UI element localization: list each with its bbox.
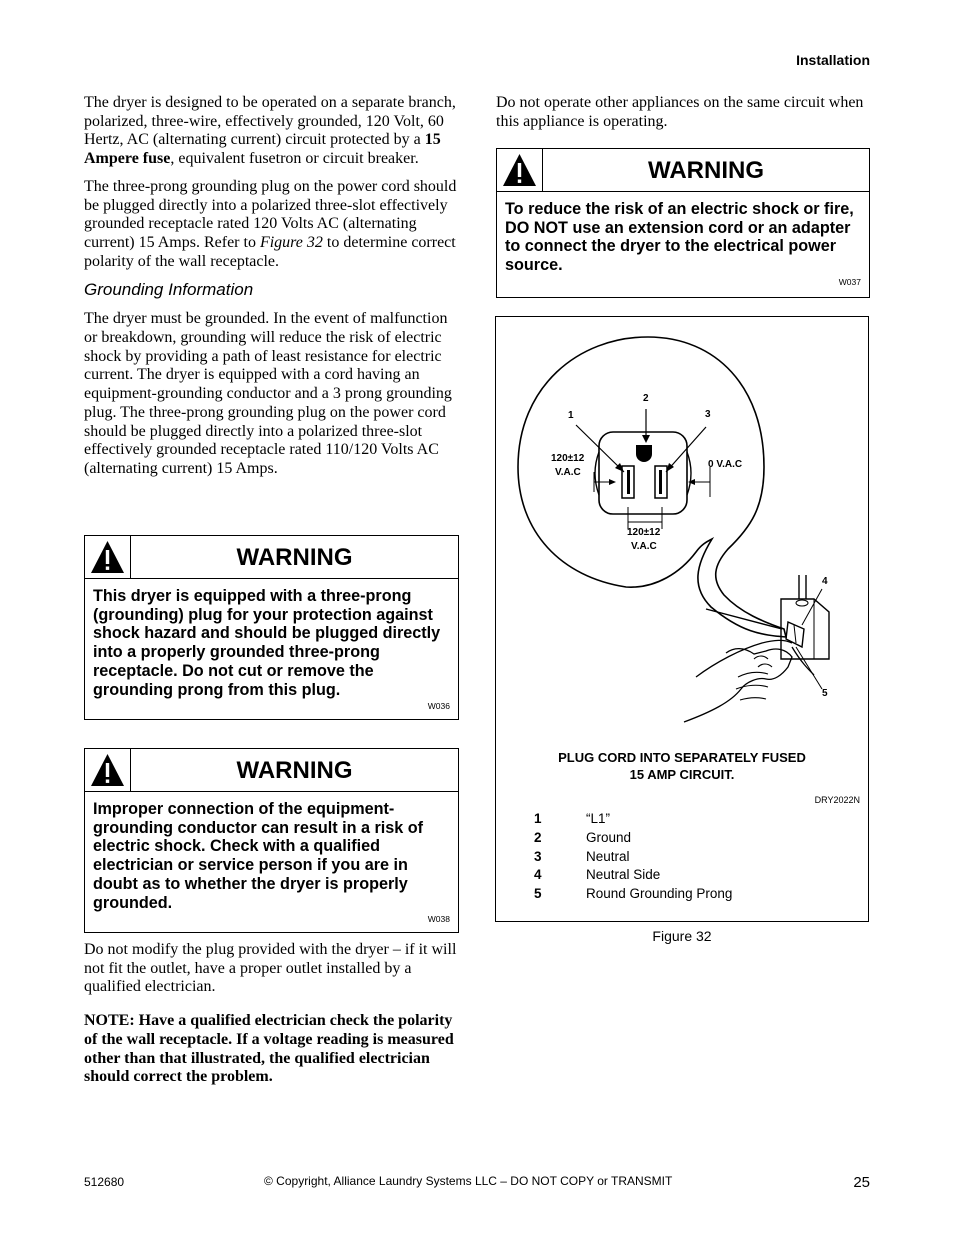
- warning-triangle-icon: [497, 149, 543, 191]
- callout-number-4: 4: [822, 576, 828, 587]
- legend-number: 5: [534, 886, 542, 901]
- section-header: Installation: [796, 52, 870, 68]
- warning-header: [85, 536, 458, 579]
- warning-header: [497, 149, 869, 192]
- warning-box-w036: [84, 535, 459, 720]
- legend-row: [534, 830, 631, 845]
- paragraph-do-not-modify-plug: Do not modify the plug provided with the dryer – if it will not fit the outlet, have a proper outlet installed by a qualified electrician.: [84, 941, 457, 996]
- voltage-left-unit: V.A.C: [555, 467, 581, 478]
- figure-32-box: [495, 316, 869, 922]
- warning-triangle-icon: [85, 749, 131, 791]
- figure-instruction-line-2: 15 AMP CIRCUIT.: [629, 767, 735, 782]
- callout-number-3: 3: [705, 409, 711, 420]
- legend-number: 4: [534, 867, 542, 882]
- legend-row: [534, 867, 660, 882]
- footer-document-number: 512680: [84, 1175, 125, 1189]
- paragraph-grounding-plug: [84, 178, 460, 272]
- warning-box-w037: [496, 148, 870, 298]
- warning-box-w038: [84, 748, 459, 933]
- right-column: [496, 94, 870, 131]
- warning-text: Improper connection of the equipment-grounding conductor can result in a risk of electric shock. Check with a qualified electrician or service person if you are in doubt as to whether the dryer is properly grounded.: [93, 800, 424, 912]
- figure-code: DRY2022N: [814, 795, 860, 805]
- footer-page-number: 25: [853, 1174, 870, 1191]
- paragraph-power-requirements: [84, 94, 460, 169]
- footer-copyright: © Copyright, Alliance Laundry Systems LLC – DO NOT COPY or TRANSMIT: [264, 1174, 673, 1188]
- warning-title: WARNING: [236, 544, 353, 571]
- text-fragment: to determine correct polarity of the wall receptacle.: [84, 233, 456, 270]
- text-fragment: The three-prong grounding plug on the power cord should be plugged directly into a polarized three-slot effectively grounded receptacle rated 120 Volts AC (alternating current) 15 Amps. Refer to: [84, 177, 457, 251]
- warning-code: W038: [427, 914, 450, 925]
- warning-code: W036: [427, 701, 450, 712]
- figure-label: Figure 32: [652, 928, 712, 944]
- left-column: [84, 94, 460, 479]
- warning-header: [85, 749, 458, 792]
- voltage-bottom-unit: V.A.C: [631, 541, 657, 552]
- warning-text: This dryer is equipped with a three-prong (grounding) plug for your protection against shock hazard and should be plugged directly into a properly grounded three-prong receptacle. Do not cut or remove the grounding prong from this plug.: [93, 587, 441, 699]
- legend-number: 1: [534, 811, 542, 826]
- warning-title: WARNING: [236, 757, 353, 784]
- callout-number-5: 5: [822, 688, 828, 699]
- text-fragment: , equivalent fusetron or circuit breaker.: [170, 150, 419, 168]
- fuse-rating: 15 Ampere fuse: [84, 131, 441, 168]
- legend-text: “L1”: [586, 811, 611, 826]
- subheading-grounding-information: Grounding Information: [84, 280, 254, 300]
- figure-reference-link[interactable]: Figure 32: [259, 233, 323, 251]
- paragraph-same-circuit: Do not operate other appliances on the same circuit when this appliance is operating.: [496, 94, 864, 130]
- warning-text: To reduce the risk of an electric shock or fire, DO NOT use an extension cord or an adapter to connect the dryer to the electrical power source.: [505, 200, 854, 275]
- figure-instruction: [496, 749, 868, 783]
- warning-code: W037: [838, 276, 861, 287]
- legend-number: 3: [534, 849, 542, 864]
- paragraph-grounding-info: The dryer must be grounded. In the event of malfunction or breakdown, grounding will reduce the risk of electric shock by providing a path of least resistance for electric current. The dryer is equipped with a cord having an equipment-grounding conductor and a 3 prong grounding plug. The three-prong grounding plug on the power cord should be plugged directly into a polarized three-slot effectively grounded receptacle rated 110/120 Volts AC (alternating current) 15 Amps.: [84, 310, 452, 477]
- warning-title: WARNING: [648, 157, 764, 184]
- callout-number-1: 1: [568, 410, 574, 421]
- legend-number: 2: [534, 830, 542, 845]
- legend-row: [534, 849, 630, 864]
- receptacle-polarity-illustration: [496, 317, 868, 737]
- lower-left-text: [84, 941, 460, 1087]
- voltage-left-value: 120±12: [551, 453, 585, 464]
- legend-text: Ground: [586, 830, 632, 845]
- legend-text: Neutral Side: [586, 867, 661, 882]
- voltage-right-value: 0 V.A.C: [708, 459, 743, 470]
- voltage-bottom-value: 120±12: [627, 527, 661, 538]
- legend-row: [534, 811, 610, 826]
- callout-number-2: 2: [643, 393, 649, 404]
- legend-text: Round Grounding Prong: [586, 886, 733, 901]
- legend-text: Neutral: [586, 849, 630, 864]
- warning-triangle-icon: [85, 536, 131, 578]
- note-polarity-check: NOTE: Have a qualified electrician check the polarity of the wall receptacle. If a voltage reading is measured other than that illustrated, the qualified electrician should correct the problem.: [84, 1012, 454, 1086]
- text-fragment: The dryer is designed to be operated on a separate branch, polarized, three-wire, effectively grounded, 120 Volt, 60 Hertz, AC (alternating current) circuit protected by a: [84, 94, 456, 149]
- legend-row: [534, 886, 732, 901]
- figure-instruction-line-1: PLUG CORD INTO SEPARATELY FUSED: [558, 750, 806, 765]
